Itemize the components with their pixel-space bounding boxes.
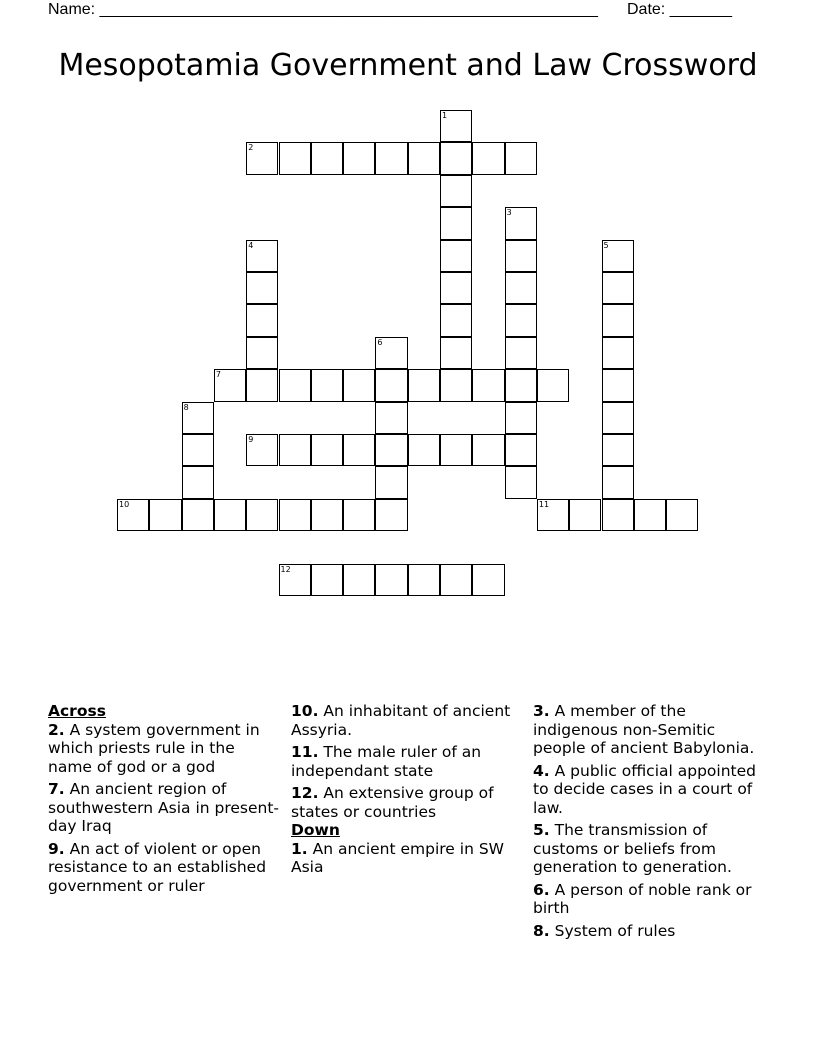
grid-cell[interactable] <box>440 207 472 239</box>
grid-cell[interactable] <box>246 272 278 304</box>
grid-cell[interactable] <box>602 499 634 531</box>
grid-cell[interactable] <box>279 499 311 531</box>
page-title: Mesopotamia Government and Law Crossword <box>58 48 758 83</box>
grid-cell[interactable] <box>279 142 311 174</box>
grid-cell[interactable] <box>311 142 343 174</box>
grid-cell[interactable] <box>505 369 537 401</box>
clue-number-label: 12 <box>280 564 291 574</box>
clue-down-6 <box>533 881 765 918</box>
grid-cell[interactable] <box>440 175 472 207</box>
clue-number: 5. <box>533 821 550 839</box>
grid-cell[interactable] <box>505 466 537 498</box>
clue-number-label: 4 <box>248 240 254 250</box>
clue-number: 9. <box>48 839 65 858</box>
grid-cell[interactable] <box>602 434 634 466</box>
grid-cell[interactable] <box>311 369 343 401</box>
grid-cell[interactable] <box>602 304 634 336</box>
grid-cell[interactable] <box>375 369 407 401</box>
grid-cell[interactable] <box>279 564 311 596</box>
grid-cell[interactable] <box>408 434 440 466</box>
grid-cell[interactable] <box>182 402 214 434</box>
grid-cell[interactable] <box>505 142 537 174</box>
clue-number: 11. <box>291 743 319 761</box>
clue-text: An ancient empire in SW Asia <box>291 839 504 876</box>
grid-cell[interactable] <box>214 499 246 531</box>
clue-text: An inhabitant of ancient Assyria. <box>291 702 511 739</box>
grid-cell[interactable] <box>472 564 504 596</box>
grid-cell[interactable] <box>246 499 278 531</box>
grid-cell[interactable] <box>602 337 634 369</box>
grid-cell[interactable] <box>375 466 407 498</box>
grid-cell[interactable] <box>440 304 472 336</box>
grid-cell[interactable] <box>472 434 504 466</box>
grid-cell[interactable] <box>246 240 278 272</box>
grid-cell[interactable] <box>246 434 278 466</box>
clue-across-12 <box>291 784 523 821</box>
grid-cell[interactable] <box>505 434 537 466</box>
grid-cell[interactable] <box>117 499 149 531</box>
grid-cell[interactable] <box>440 337 472 369</box>
grid-cell[interactable] <box>375 499 407 531</box>
grid-cell[interactable] <box>375 434 407 466</box>
clue-number: 6. <box>533 880 550 899</box>
grid-cell[interactable] <box>440 272 472 304</box>
clue-down-4 <box>533 762 765 818</box>
grid-cell[interactable] <box>472 369 504 401</box>
grid-cell[interactable] <box>375 564 407 596</box>
clue-number-label: 10 <box>119 499 130 509</box>
grid-cell[interactable] <box>246 304 278 336</box>
clue-text: A person of noble rank or birth <box>533 880 752 917</box>
grid-cell[interactable] <box>311 499 343 531</box>
clue-number-label: 8 <box>183 402 189 412</box>
clue-across-9 <box>48 840 280 896</box>
clue-across-11 <box>291 743 523 780</box>
grid-cell[interactable] <box>279 434 311 466</box>
grid-cell[interactable] <box>149 499 181 531</box>
grid-cell[interactable] <box>375 142 407 174</box>
clue-number: 2. <box>48 720 65 739</box>
clue-across-10 <box>291 702 523 739</box>
grid-cell[interactable] <box>440 240 472 272</box>
grid-cell[interactable] <box>666 499 698 531</box>
clue-number-label: 5 <box>603 240 609 250</box>
grid-cell[interactable] <box>537 369 569 401</box>
grid-cell[interactable] <box>440 110 472 142</box>
grid-cell[interactable] <box>472 142 504 174</box>
clue-column-2 <box>291 702 523 881</box>
grid-cell[interactable] <box>602 402 634 434</box>
clue-down-5 <box>533 821 765 877</box>
clue-text: A member of the indigenous non-Semitic people of ancient Babylonia. <box>533 702 755 757</box>
clue-text: A public official appointed to decide cases in a court of law. <box>533 761 756 817</box>
grid-cell[interactable] <box>634 499 666 531</box>
clue-number-label: 1 <box>442 111 448 120</box>
clue-text: An ancient region of southwestern Asia in present-day Iraq <box>48 780 280 835</box>
name-field[interactable]: Name: ________________________________________________________ <box>48 1 598 18</box>
grid-cell[interactable] <box>408 564 440 596</box>
grid-cell[interactable] <box>343 434 375 466</box>
clue-column-3 <box>533 702 765 944</box>
clue-across-2 <box>48 721 280 777</box>
clue-number: 4. <box>533 761 550 780</box>
grid-cell[interactable] <box>505 207 537 239</box>
down-heading: Down <box>291 821 340 839</box>
grid-cell[interactable] <box>505 304 537 336</box>
grid-cell[interactable] <box>408 142 440 174</box>
grid-cell[interactable] <box>505 240 537 272</box>
grid-cell[interactable] <box>311 564 343 596</box>
grid-cell[interactable] <box>440 142 472 174</box>
clue-number-label: 2 <box>248 143 254 153</box>
grid-cell[interactable] <box>375 337 407 369</box>
grid-cell[interactable] <box>602 272 634 304</box>
clue-text: System of rules <box>554 921 676 940</box>
grid-cell[interactable] <box>343 564 375 596</box>
grid-cell[interactable] <box>505 337 537 369</box>
clue-number: 8. <box>533 921 550 940</box>
clue-down-1 <box>291 840 523 877</box>
clue-number-label: 11 <box>538 499 550 509</box>
grid-cell[interactable] <box>343 369 375 401</box>
grid-cell[interactable] <box>602 240 634 272</box>
grid-cell[interactable] <box>440 369 472 401</box>
clue-number-label: 7 <box>215 370 221 380</box>
grid-cell[interactable] <box>505 402 537 434</box>
grid-cell[interactable] <box>311 434 343 466</box>
clue-number-label: 6 <box>377 337 383 347</box>
grid-cell[interactable] <box>214 369 246 401</box>
grid-cell[interactable] <box>182 499 214 531</box>
grid-cell[interactable] <box>602 466 634 498</box>
clue-number-label: 9 <box>248 435 254 444</box>
grid-cell[interactable] <box>569 499 601 531</box>
grid-cell[interactable] <box>602 369 634 401</box>
clue-number: 3. <box>533 702 550 720</box>
clue-number-label: 3 <box>506 208 512 218</box>
date-field[interactable]: Date: _______ <box>627 1 732 18</box>
clue-text: An act of violent or open resistance to an established government or ruler <box>48 839 267 895</box>
clue-number: 1. <box>291 839 308 858</box>
grid-cell[interactable] <box>537 499 569 531</box>
grid-cell[interactable] <box>279 369 311 401</box>
clue-down-8 <box>533 922 765 941</box>
grid-cell[interactable] <box>440 434 472 466</box>
clue-down-3 <box>533 702 765 758</box>
grid-cell[interactable] <box>182 434 214 466</box>
clue-number: 12. <box>291 784 319 802</box>
grid-cell[interactable] <box>343 142 375 174</box>
clue-number: 10. <box>291 702 319 720</box>
clue-number: 7. <box>48 780 65 798</box>
grid-cell[interactable] <box>246 369 278 401</box>
grid-cell[interactable] <box>408 369 440 401</box>
grid-cell[interactable] <box>246 337 278 369</box>
clue-text: The male ruler of an independant state <box>291 743 482 780</box>
grid-cell[interactable] <box>440 564 472 596</box>
clue-column-1 <box>48 702 280 899</box>
grid-cell[interactable] <box>375 402 407 434</box>
clue-across-7 <box>48 780 280 836</box>
clue-text: The transmission of customs or beliefs from generation to generation. <box>533 821 732 876</box>
grid-cell[interactable] <box>505 272 537 304</box>
grid-cell[interactable] <box>343 499 375 531</box>
clue-text: An extensive group of states or countries <box>291 784 494 821</box>
clue-text: A system government in which priests rule in the name of god or a god <box>48 720 260 776</box>
across-heading: Across <box>48 702 106 720</box>
grid-cell[interactable] <box>182 466 214 498</box>
grid-cell[interactable] <box>246 142 278 174</box>
